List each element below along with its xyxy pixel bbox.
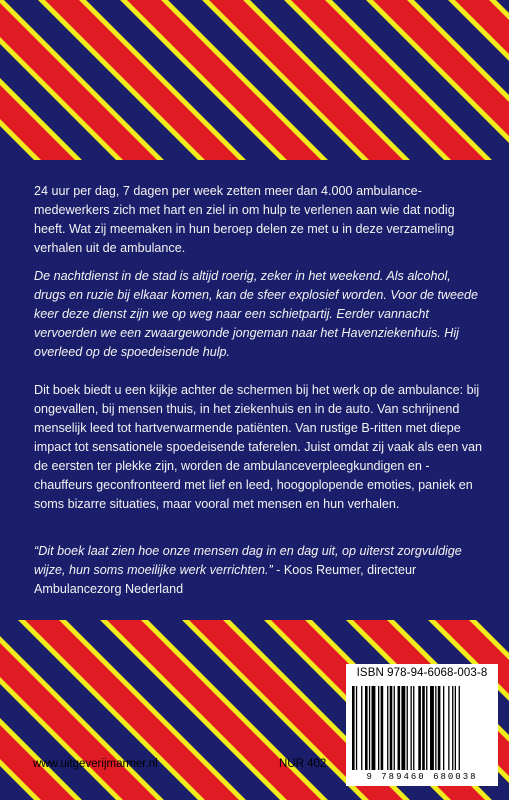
- barcode-bar: [452, 686, 453, 770]
- nur-code: NUR 402: [279, 758, 327, 770]
- barcode-bar: [413, 686, 414, 770]
- barcode-bar: [361, 686, 362, 770]
- barcode-bar: [352, 686, 355, 770]
- barcode-bar: [401, 686, 405, 770]
- barcode-bar: [443, 686, 444, 770]
- blurb-excerpt: De nachtdienst in de stad is altijd roerig, zeker in het weekend. Als alcohol, drugs en ruzie bij elkaar komen, kan de sfeer explosief worden. Voor de tweede keer deze dienst zijn we op weg naar een schietpartij. Eerder vannacht vervoerden we een zwaargewonde jongeman naar het Havenziekenhuis. Hij overleed op de spoedeisende hulp.: [34, 269, 479, 359]
- barcode-bar: [459, 686, 460, 770]
- barcode-bar: [390, 686, 393, 770]
- barcode-bar: [378, 686, 379, 770]
- quote-author: - Koos Reumer, directeur Ambulancezorg Nederland: [34, 563, 417, 596]
- barcode-bar: [438, 686, 441, 770]
- barcode-bar: [356, 686, 357, 770]
- barcode-digits: 9 789460 680038: [366, 772, 478, 782]
- barcode-bar: [372, 686, 376, 770]
- barcode-bar: [418, 686, 421, 770]
- barcode-bar: [411, 686, 412, 770]
- barcode-bar: [381, 686, 384, 770]
- barcode-bar: [448, 686, 449, 770]
- blurb-quote: [34, 542, 484, 599]
- barcode-bar: [398, 686, 401, 770]
- barcode-bar: [430, 686, 434, 770]
- barcode-bar: [365, 686, 368, 770]
- barcode-bar: [435, 686, 436, 770]
- barcode: [350, 686, 494, 770]
- barcode-bar: [422, 686, 425, 770]
- barcode-bar: [369, 686, 370, 770]
- blurb-paragraph-1: 24 uur per dag, 7 dagen per week zetten meer dan 4.000 ambulancemedewerkers zich met hart en ziel in om hulp te verlenen aan wie dat nodig heeft. Wat zij meemaken in hun beroep delen ze met u in deze verzameling verhalen uit de ambulance.: [34, 184, 455, 255]
- barcode-bar: [455, 686, 456, 770]
- blurb-paragraph-3: Dit boek biedt u een kijkje achter de schermen bij het werk op de ambulance: bij ongevallen, bij mensen thuis, in het ziekenhuis en in de auto. Van schrijnend menselijk leed tot hartverwarmende patiënten. Van rustige B-ritten met diepe impact tot sensationele spoedeisende taferelen. Juist omdat zij vaak als een van de eersten ter plekke zijn, worden de ambulanceverpleegkundigen en -chauffeurs geconfronteerd met lief en leed, hoogoplopende emoties, paniek en soms bizarre situaties, maar vooral met mensen en hun verhalen.: [34, 383, 483, 511]
- isbn-barcode-box: [346, 664, 498, 786]
- quote-text: “Dit boek laat zien hoe onze mensen dag in en dag uit, op uiterst zorgvuldige wijze, hun soms moeilijke werk verrichten.”: [34, 544, 462, 577]
- barcode-bar: [387, 686, 388, 770]
- barcode-bar: [394, 686, 395, 770]
- publisher-website: www.uitgeverijmarmer.nl: [33, 758, 158, 770]
- barcode-bar: [407, 686, 408, 770]
- barcode-bar: [426, 686, 427, 770]
- isbn-number: ISBN 978-94-6068-003-8: [356, 667, 488, 679]
